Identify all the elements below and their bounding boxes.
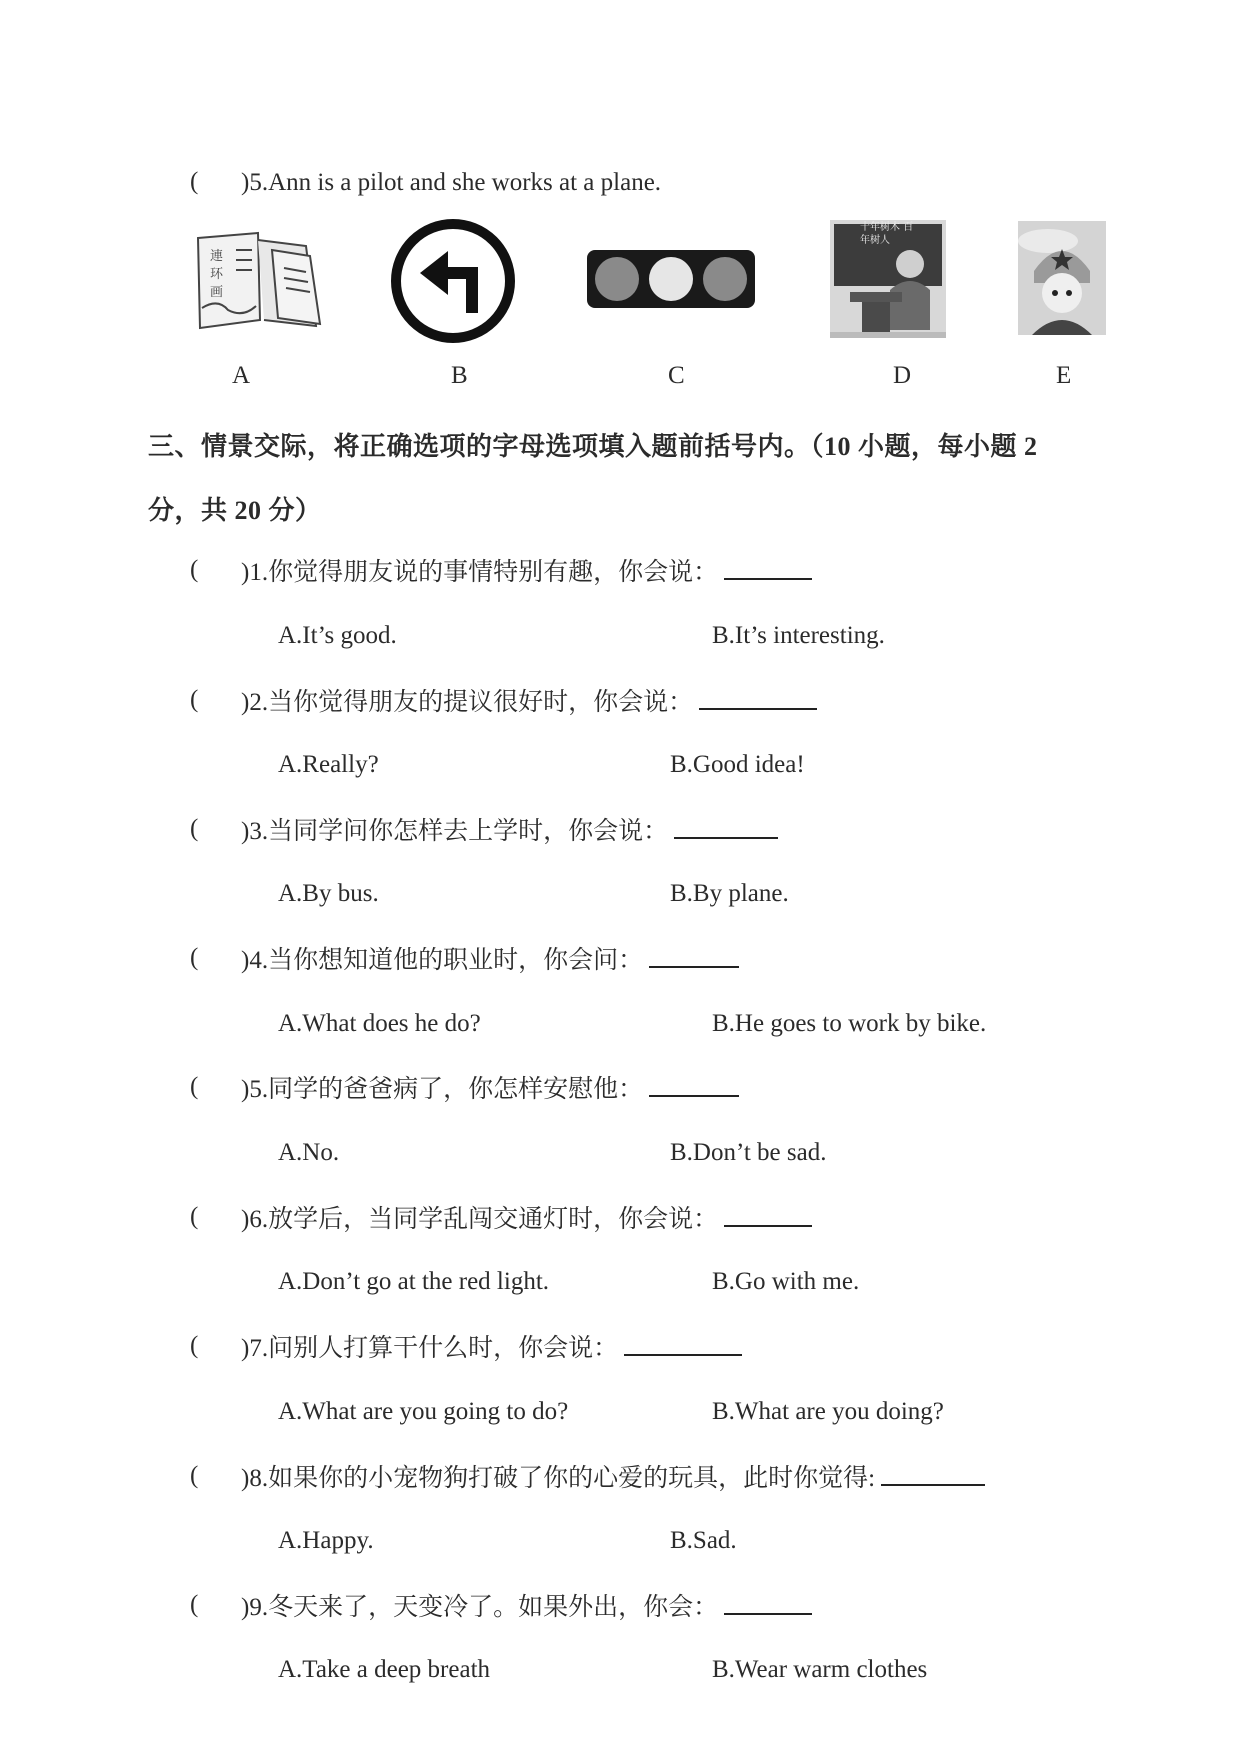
question-text [241, 1460, 985, 1495]
question-prompt: )3.当同学问你怎样去上学时，你会说： [241, 818, 669, 845]
answer-blank[interactable] [724, 554, 812, 580]
question-prompt: )5.同学的爸爸病了，你怎样安慰他： [241, 1076, 644, 1103]
section-heading-cont: 分，共 20 分） [148, 496, 322, 525]
option-b: B.What are you doing? [712, 1398, 944, 1425]
question-prompt: )7.问别人打算干什么时，你会说： [241, 1335, 619, 1362]
question-prompt: )2.当你觉得朋友的提议很好时，你会说： [241, 689, 694, 716]
answer-paren[interactable]: ( [190, 1332, 199, 1359]
question-prompt: )8.如果你的小宠物狗打破了你的心爱的玩具，此时你觉得: [241, 1465, 876, 1492]
option-a: A.Take a deep breath [278, 1656, 491, 1683]
answer-paren[interactable]: ( [190, 686, 199, 713]
option-a: A.What does he do? [278, 1010, 481, 1037]
answer-blank[interactable] [724, 1589, 812, 1615]
question-prompt: )4.当你想知道他的职业时，你会问： [241, 947, 644, 974]
option-b: B.Sad. [670, 1527, 737, 1554]
answer-paren[interactable]: ( [190, 1591, 199, 1618]
answer-paren[interactable]: ( [190, 556, 199, 583]
left-turn-sign-icon [390, 218, 516, 344]
option-b: B.He goes to work by bike. [712, 1010, 987, 1037]
answer-blank[interactable] [649, 942, 739, 968]
question-text [241, 554, 812, 589]
option-b: B.Go with me. [712, 1268, 860, 1295]
question-prompt: )9.冬天来了，天变冷了。如果外出，你会： [241, 1594, 719, 1621]
answer-paren[interactable]: ( [190, 1073, 199, 1100]
svg-text:画: 画 [210, 285, 224, 300]
answer-blank[interactable] [881, 1460, 985, 1486]
option-a: A.No. [278, 1139, 340, 1166]
question-text [241, 684, 817, 719]
podium-caption: 十年树木 百年树人 [860, 222, 914, 246]
comic-book-icon [188, 228, 323, 338]
option-a: A.By bus. [278, 880, 379, 907]
svg-text:环: 环 [210, 267, 224, 282]
answer-paren[interactable]: ( [190, 815, 199, 842]
option-a: A.It’s good. [278, 622, 397, 649]
option-a: A.Really? [278, 751, 379, 778]
answer-blank[interactable] [674, 813, 778, 839]
question-prompt: )1.你觉得朋友说的事情特别有趣，你会说： [241, 559, 719, 586]
picture-label-a: A [232, 362, 251, 389]
option-b: B.It’s interesting. [712, 622, 885, 649]
question-text [241, 1330, 742, 1365]
picture-label-c: C [668, 362, 685, 389]
question-text [241, 942, 739, 977]
picture-label-e: E [1056, 362, 1072, 389]
question-text: )5.Ann is a pilot and she works at a plane. [241, 169, 662, 196]
answer-paren[interactable]: ( [190, 1462, 199, 1489]
question-text [241, 1589, 812, 1624]
question-text [241, 1071, 739, 1106]
traffic-light-icon [585, 248, 757, 310]
section-heading: 三、情景交际，将正确选项的字母选项填入题前括号内。（10 小题，每小题 2 [148, 432, 1038, 461]
option-a: A.What are you going to do? [278, 1398, 569, 1425]
option-b: B.Wear warm clothes [712, 1656, 928, 1683]
answer-blank[interactable] [624, 1330, 742, 1356]
svg-text:連: 連 [210, 249, 224, 264]
question-text [241, 813, 778, 848]
option-a: A.Don’t go at the red light. [278, 1268, 550, 1295]
picture-label-b: B [451, 362, 468, 389]
answer-blank[interactable] [699, 684, 817, 710]
option-b: B.Don’t be sad. [670, 1139, 827, 1166]
option-b: B.Good idea! [670, 751, 805, 778]
answer-paren[interactable]: ( [190, 944, 199, 971]
question-text [241, 1201, 812, 1236]
answer-paren[interactable]: ( [190, 1203, 199, 1230]
option-a: A.Happy. [278, 1527, 374, 1554]
option-b: B.By plane. [670, 880, 789, 907]
answer-paren[interactable]: ( [190, 168, 199, 195]
answer-blank[interactable] [724, 1201, 812, 1227]
picture-label-d: D [893, 362, 912, 389]
question-prompt: )6.放学后，当同学乱闯交通灯时，你会说： [241, 1206, 719, 1233]
answer-blank[interactable] [649, 1071, 739, 1097]
pilot-girl-icon [1018, 221, 1106, 335]
